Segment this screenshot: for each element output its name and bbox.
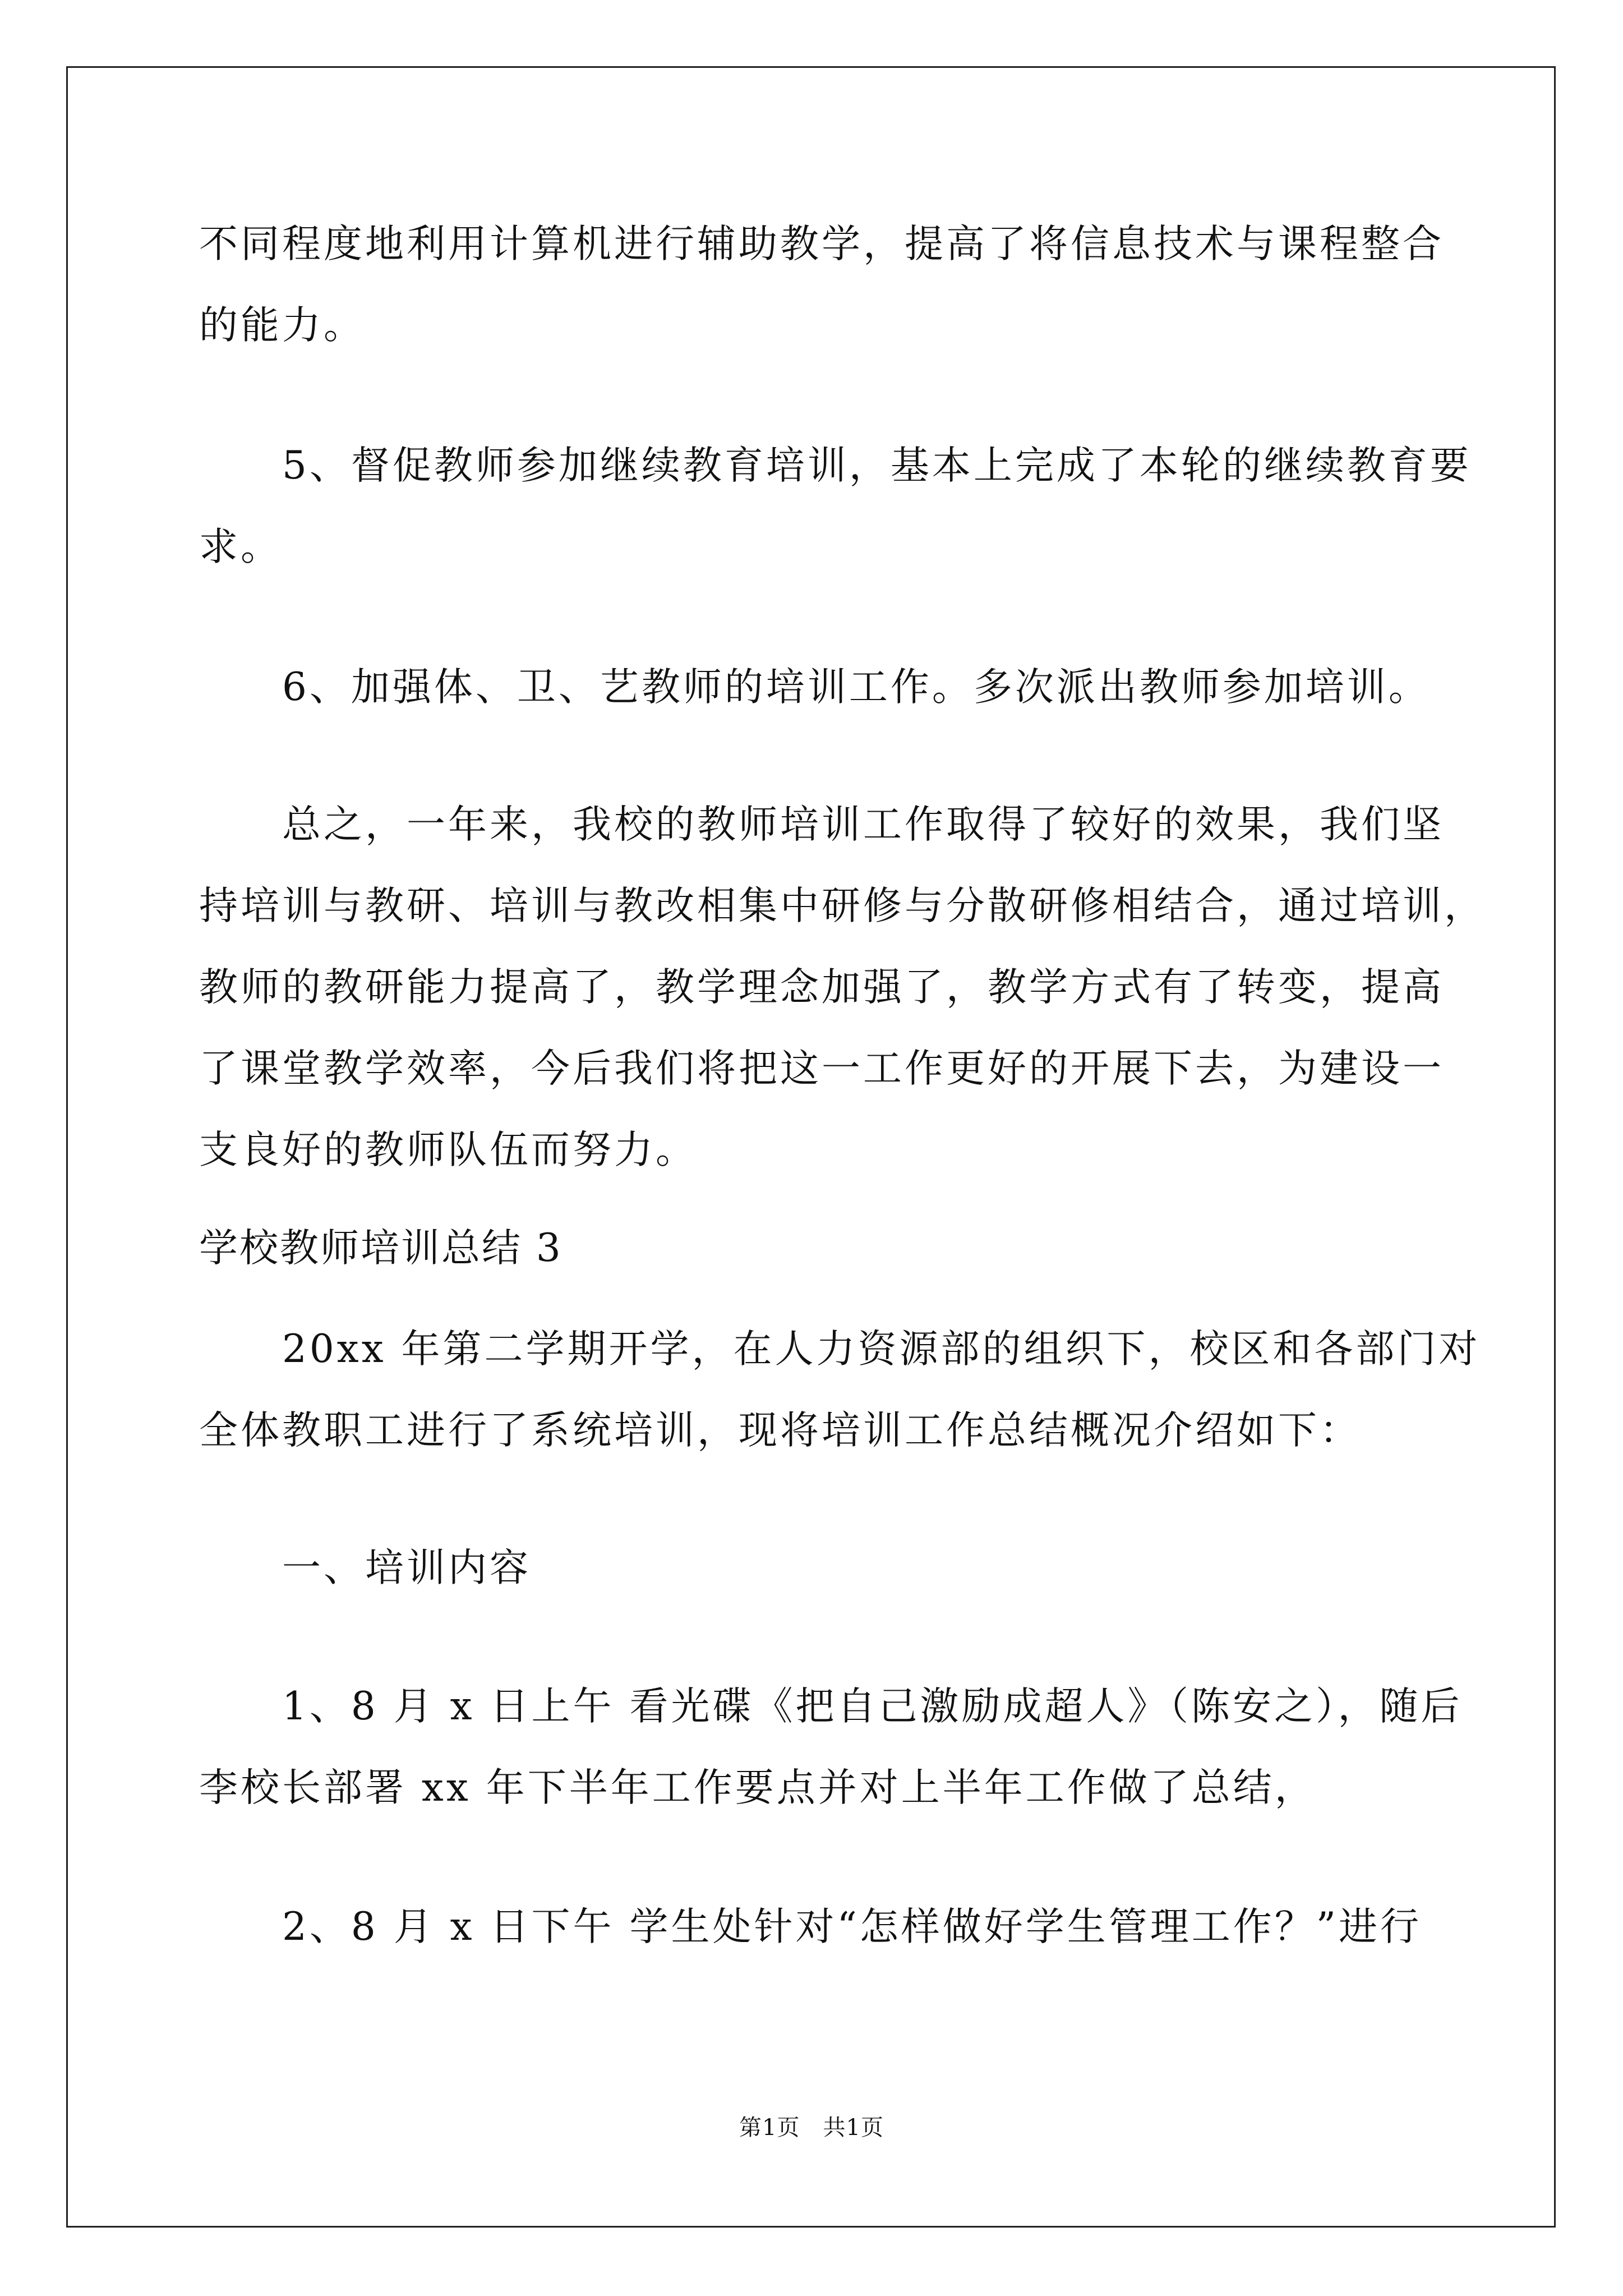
section-heading: 学校教师培训总结 3	[199, 1226, 562, 1271]
page-footer: 第1页 共1页	[739, 2115, 884, 2141]
text-line: 的能力。	[199, 303, 365, 348]
paragraph-6: 6、加强体、卫、艺教师的培训工作。多次派出教师参加培训。	[282, 665, 1430, 710]
summary-paragraph: 总之，一年来，我校的教师培训工作取得了较好的效果，我们坚	[282, 802, 1444, 847]
text-line: 支良好的教师队伍而努力。	[199, 1128, 697, 1172]
intro-paragraph: 20xx 年第二学期开学，在人力资源部的组织下，校区和各部门对	[282, 1327, 1481, 1372]
text-line: 教师的教研能力提高了，教学理念加强了，教学方式有了转变，提高	[199, 965, 1444, 1010]
text-line: 全体教职工进行了系统培训，现将培训工作总结概况介绍如下：	[199, 1408, 1361, 1453]
paragraph-5: 5、督促教师参加继续教育培训，基本上完成了本轮的继续教育要	[282, 443, 1472, 488]
text-line: 李校长部署 xx 年下半年工作要点并对上半年工作做了总结，	[199, 1765, 1316, 1810]
list-item-2: 2、8 月 x 日下午 学生处针对“怎样做好学生管理工作？”进行	[282, 1904, 1422, 1949]
text-line: 持培训与教研、培训与教改相集中研修与分散研修相结合，通过培训，	[199, 884, 1486, 928]
text-line: 了课堂教学效率，今后我们将把这一工作更好的开展下去，为建设一	[199, 1046, 1444, 1091]
list-item-1: 1、8 月 x 日上午 看光碟《把自己激励成超人》（陈安之），随后	[282, 1684, 1463, 1729]
text-line: 求。	[199, 524, 282, 569]
subheading-training-content: 一、培训内容	[282, 1545, 531, 1590]
text-line: 不同程度地利用计算机进行辅助教学，提高了将信息技术与课程整合	[199, 222, 1444, 266]
